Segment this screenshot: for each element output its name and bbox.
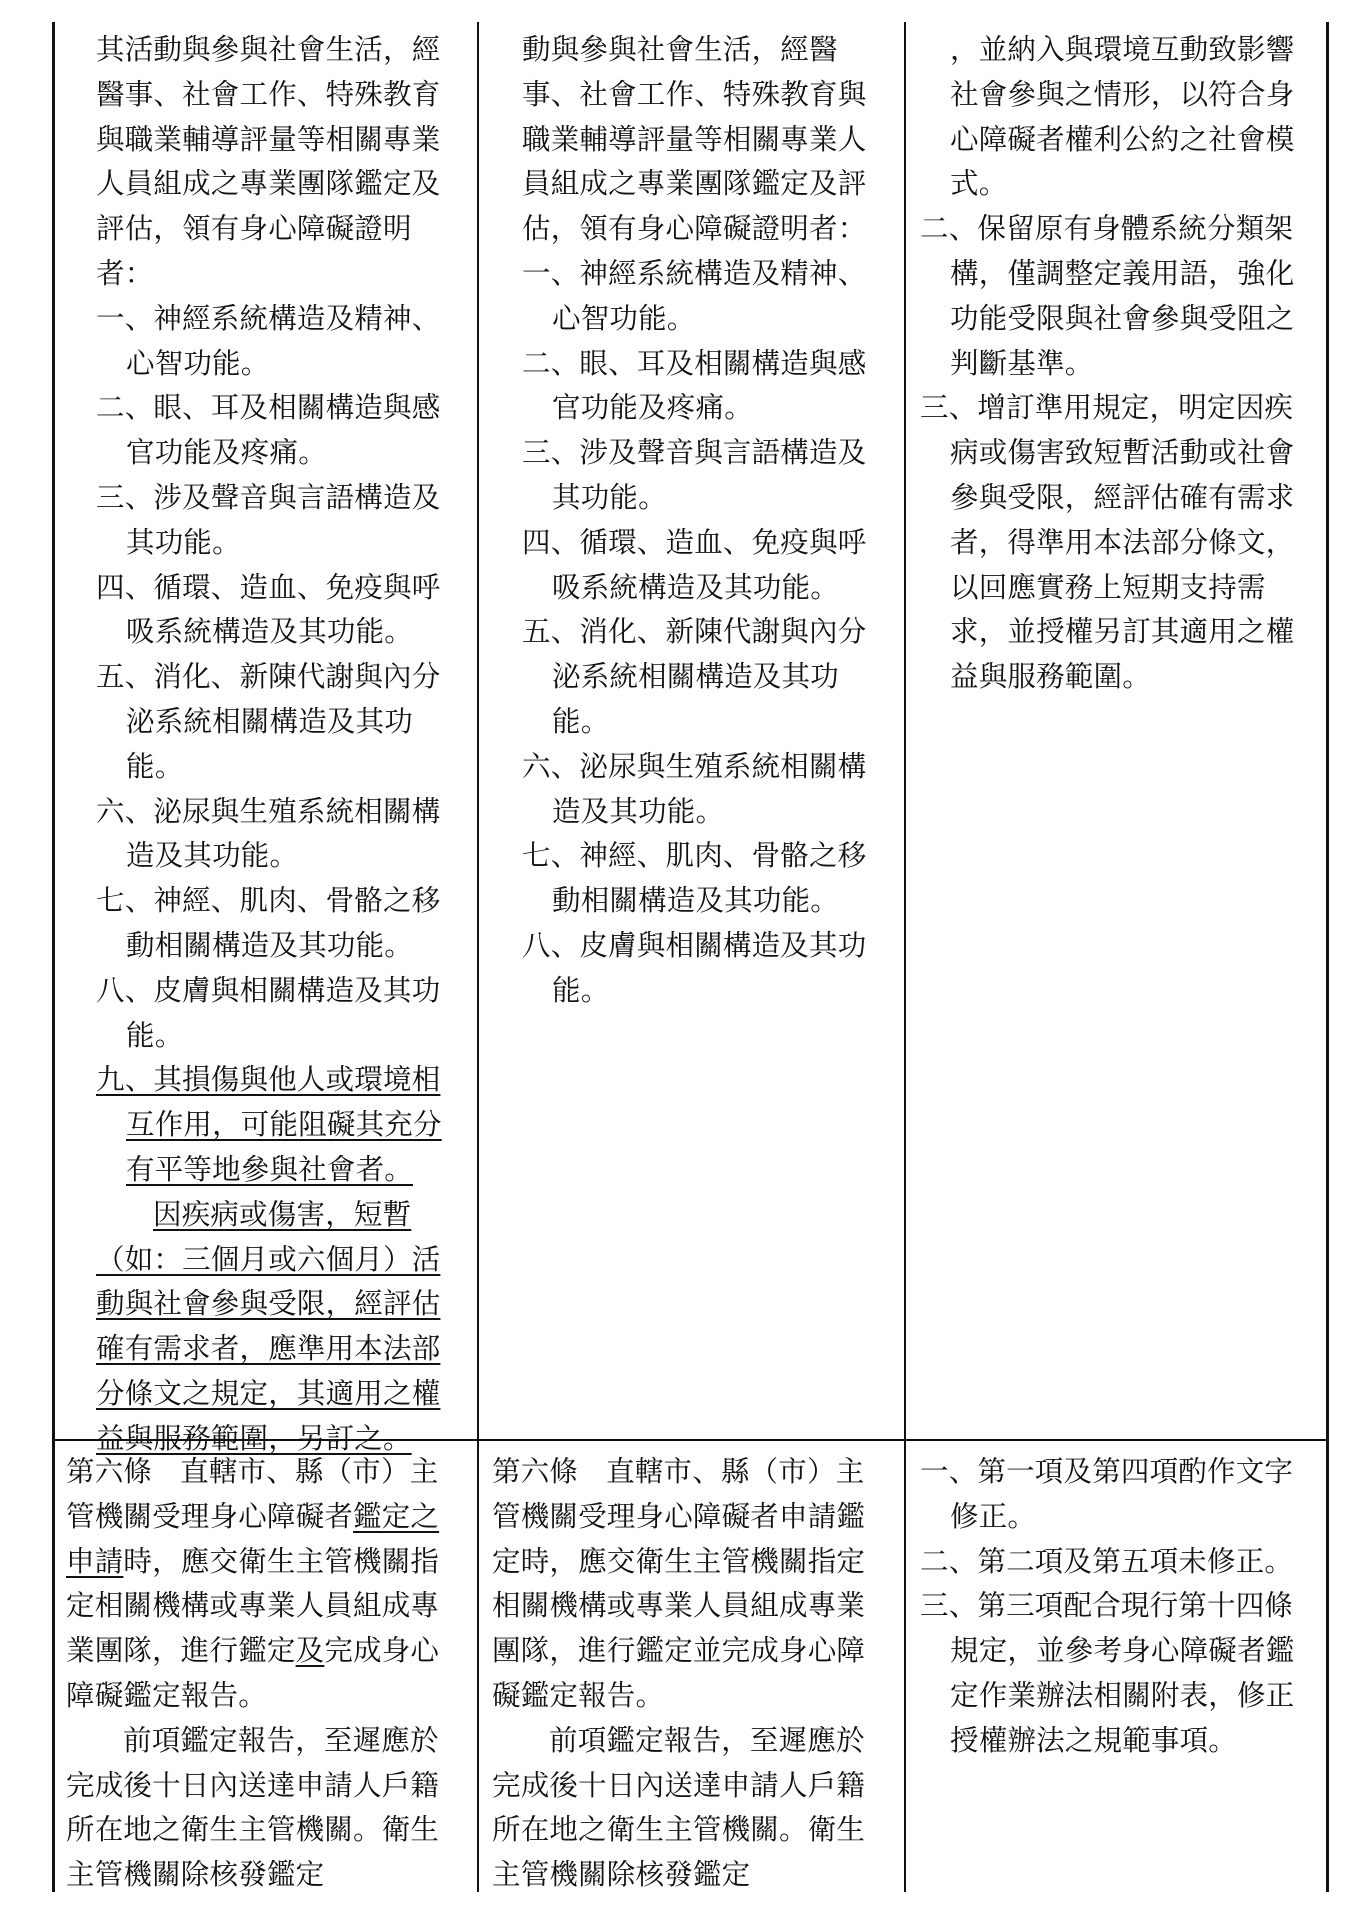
upper-col2-cell xyxy=(522,28,892,1014)
list-item: 三、涉及聲音與言語構造及其功能。 xyxy=(522,436,867,514)
text-span: 直轄市、縣（市）主管機關受理身心障礙者申請鑑定時，應交衛生主管機關指定相關機構或專業人員組成專業團隊，進行鑑定並完成身心障礙鑑定報告。 xyxy=(492,1455,866,1712)
list-item: 五、消化、新陳代謝與內分泌系統相關構造及其功能。 xyxy=(96,660,441,783)
table-right-border xyxy=(1326,22,1329,1892)
explanation-item: 二、保留原有身體系統分類架構，僅調整定義用語，強化功能受限與社會參與受阻之判斷基準。 xyxy=(920,212,1295,380)
article-label: 第六條 xyxy=(66,1455,153,1488)
explanation-continued: ，並納入與環境互動致影響社會參與之情形，以符合身心障礙者權利公約之社會模式。 xyxy=(950,33,1295,201)
underlined-change: 及 xyxy=(295,1634,325,1668)
article-6-current-p2: 前項鑑定報告，至遲應於完成後十日內送達申請人戶籍所在地之衛生主管機關。衛生主管機關除核發鑑定 xyxy=(492,1723,866,1892)
text-span: 時，應交衛生主管機關指定相關機構或專業人員組成專業團隊，進行鑑定 xyxy=(66,1544,440,1668)
article-6-amended-p2: 前項鑑定報告，至遲應於完成後十日內送達申請人戶籍所在地之衛生主管機關。衛生主管機關除核發鑑定 xyxy=(66,1723,440,1892)
list-item: 二、眼、耳及相關構造與感官功能及疼痛。 xyxy=(96,391,441,470)
column-divider-2 xyxy=(904,22,906,1892)
column-divider-1 xyxy=(477,22,479,1892)
list-item: 七、神經、肌肉、骨骼之移動相關構造及其功能。 xyxy=(96,884,441,962)
table-left-border xyxy=(52,22,55,1892)
upper-col1-intro: 其活動與參與社會生活，經醫事、社會工作、特殊教育與職業輔導評量等相關專業人員組成之專業團隊鑑定及評估，領有身心障礙證明者： xyxy=(96,33,441,290)
list-item: 八、皮膚與相關構造及其功能。 xyxy=(522,928,867,1007)
lower-col3-cell xyxy=(920,1450,1316,1764)
list-item: 三、涉及聲音與言語構造及其功能。 xyxy=(96,480,441,559)
upper-col2-intro: 動與參與社會生活，經醫事、社會工作、特殊教育與職業輔導評量等相關專業人員組成之專業團隊鑑定及評估，領有身心障礙證明者： xyxy=(522,33,867,246)
underlined-change: 鑑定之申請 xyxy=(66,1499,440,1578)
lower-col1-cell xyxy=(66,1450,464,1898)
list-item: 一、神經系統構造及精神、心智功能。 xyxy=(96,301,441,380)
list-item: 二、眼、耳及相關構造與感官功能及疼痛。 xyxy=(522,346,867,425)
explanation-item: 二、第二項及第五項未修正。 xyxy=(920,1544,1294,1578)
explanation-item: 一、第一項及第四項酌作文字修正。 xyxy=(920,1455,1294,1533)
list-item: 六、泌尿與生殖系統相關構造及其功能。 xyxy=(96,794,441,873)
list-item: 八、皮膚與相關構造及其功能。 xyxy=(96,973,441,1052)
lower-col2-cell xyxy=(492,1450,892,1898)
article-6-current-p1 xyxy=(492,1450,892,1719)
article-label: 第六條 xyxy=(492,1455,579,1488)
upper-col3-cell xyxy=(920,28,1316,700)
article-6-amended-p1 xyxy=(66,1450,464,1719)
list-item: 五、消化、新陳代謝與內分泌系統相關構造及其功能。 xyxy=(522,615,867,738)
explanation-item: 三、第三項配合現行第十四條規定，並參考身心障礙者鑑定作業辦法相關附表，修正授權辦法之規範事項。 xyxy=(920,1589,1295,1757)
upper-col1-cell xyxy=(96,28,464,1462)
list-item: 四、循環、造血、免疫與呼吸系統構造及其功能。 xyxy=(522,525,867,604)
new-paragraph-underlined: 因疾病或傷害，短暫（如：三個月或六個月）活動與社會參與受限，經評估確有需求者，應準用本法部分條文之規定，其適用之權益與服務範圍，另訂之。 xyxy=(96,1197,441,1455)
list-item: 七、神經、肌肉、骨骼之移動相關構造及其功能。 xyxy=(522,839,867,918)
list-item: 六、泌尿與生殖系統相關構造及其功能。 xyxy=(522,749,867,828)
explanation-item: 三、增訂準用規定，明定因疾病或傷害致短暫活動或社會參與受限，經評估確有需求者，得準用本法部分條文，以回應實務上短期支持需求，並授權另訂其適用之權益與服務範圍。 xyxy=(920,391,1295,694)
text-span: 完成身心障礙鑑定報告。 xyxy=(66,1634,440,1712)
list-item-new-underlined: 九、其損傷與他人或環境相互作用，可能阻礙其充分有平等地參與社會者。 xyxy=(96,1063,442,1186)
text-span: 直轄市、縣（市）主管機關受理身心障礙者 xyxy=(66,1455,439,1533)
list-item: 一、神經系統構造及精神、心智功能。 xyxy=(522,256,867,335)
list-item: 四、循環、造血、免疫與呼吸系統構造及其功能。 xyxy=(96,570,441,649)
